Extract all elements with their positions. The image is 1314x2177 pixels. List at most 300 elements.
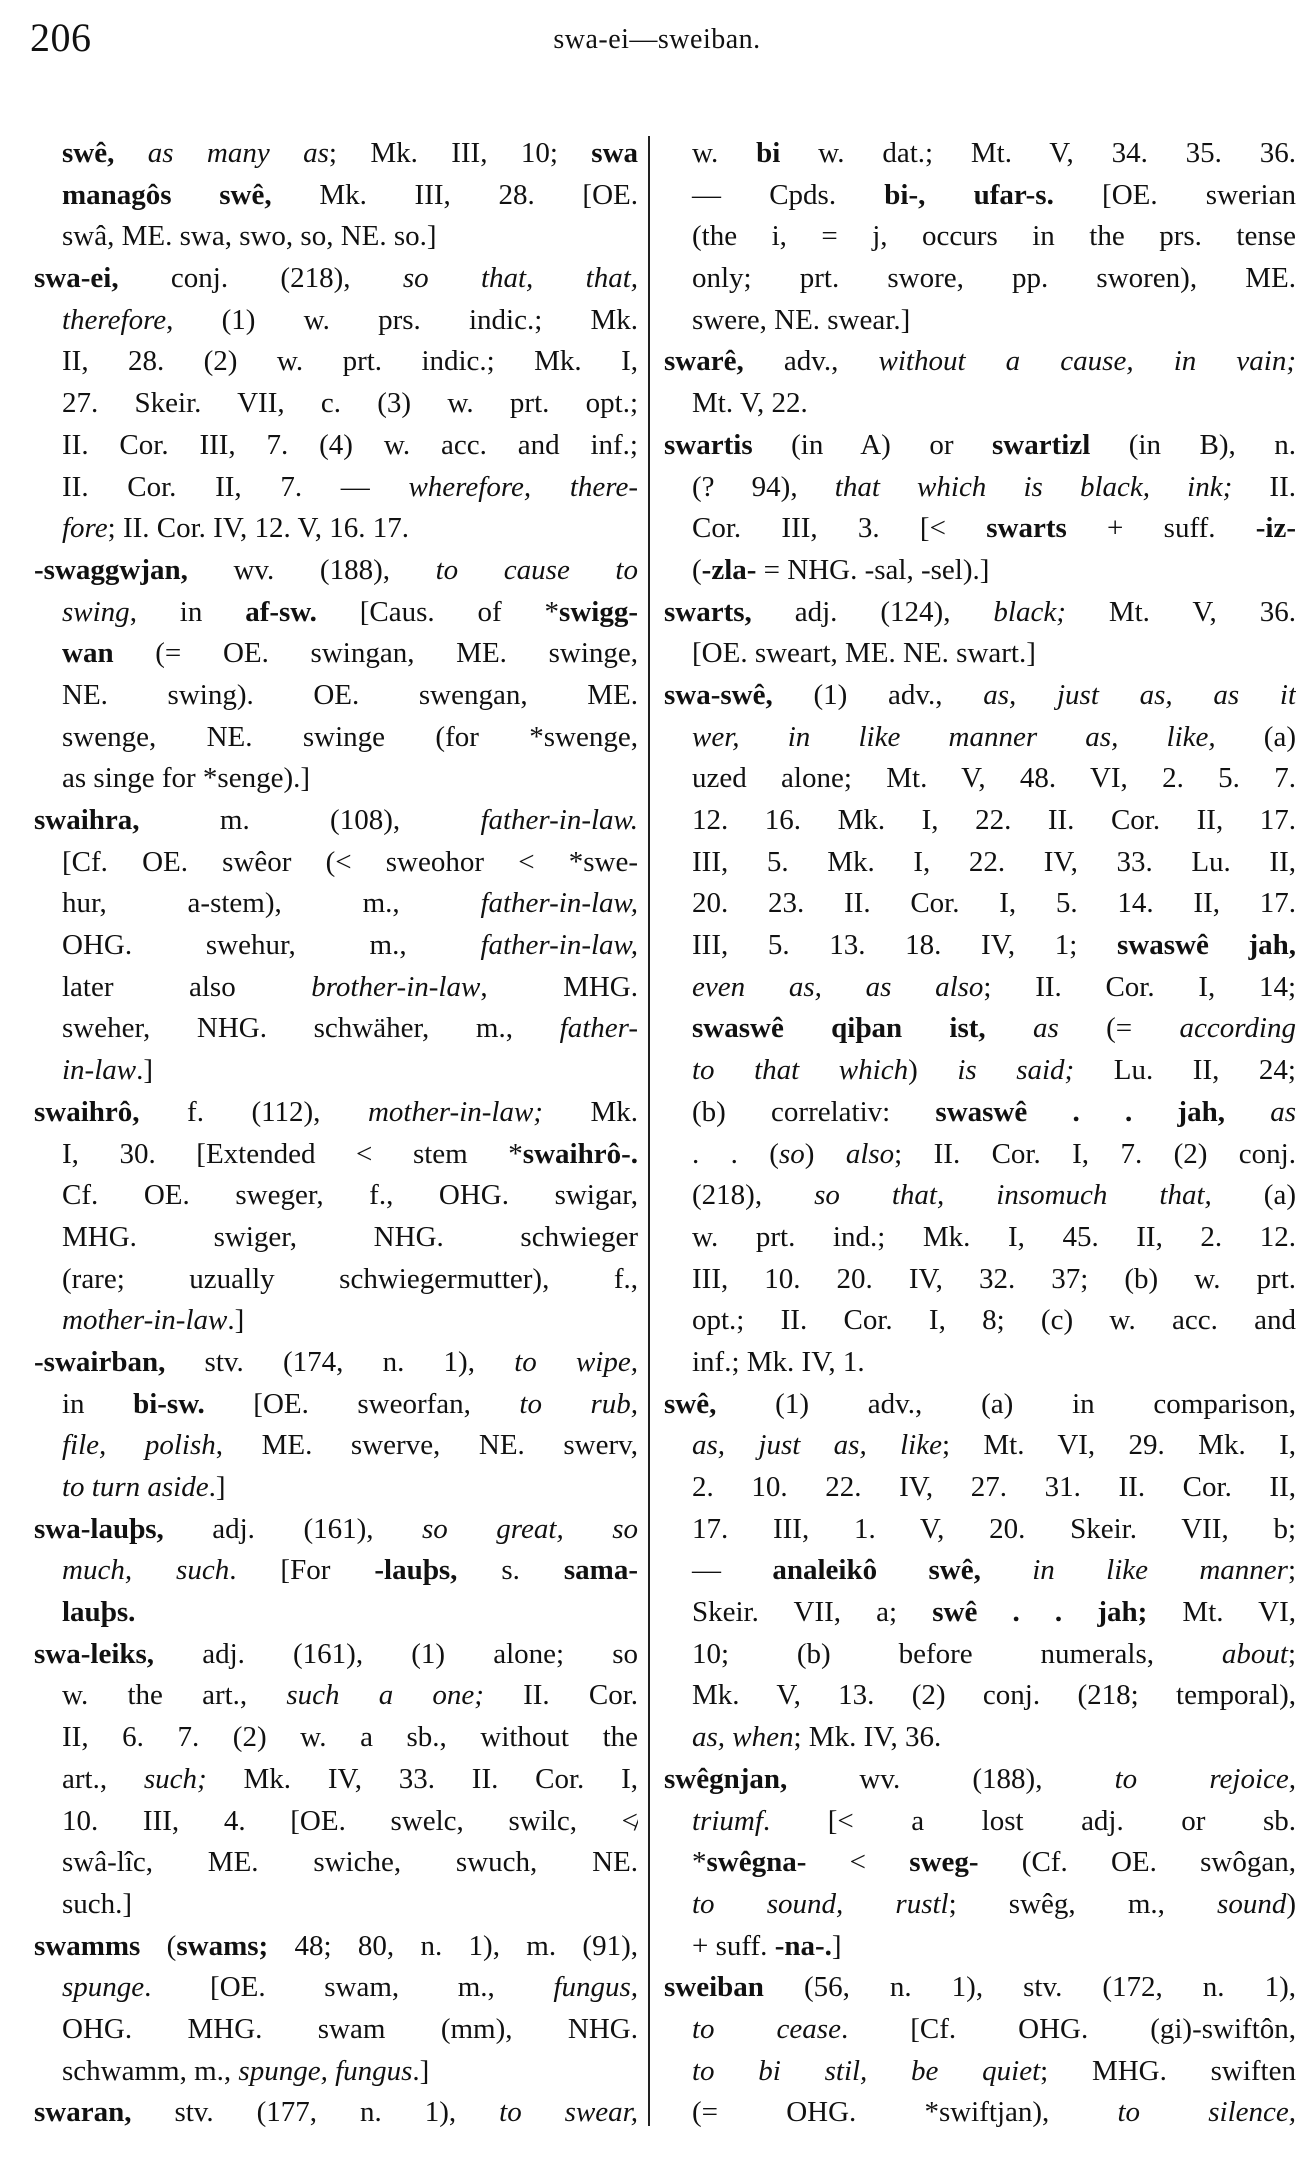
gloss: wer, in like manner as, like, <box>692 720 1216 753</box>
gloss: father-in-law, <box>480 929 638 962</box>
entry-text: later also <box>62 970 312 1003</box>
entry-text: ) <box>804 1137 846 1170</box>
gloss: according <box>1179 1012 1296 1045</box>
entry-line <box>664 1634 1296 1676</box>
entry-text: , ME. swerve, NE. swerv, <box>215 1429 638 1462</box>
gothic-term: swêgna- <box>706 1846 807 1879</box>
entry-line <box>34 2051 638 2093</box>
gloss: to that which <box>692 1054 909 1087</box>
entry-text: Mt. V, 36. <box>1065 595 1296 628</box>
entry-text: s. <box>457 1554 564 1587</box>
entry-headword-line <box>34 1509 638 1551</box>
entry-line <box>664 1217 1296 1259</box>
entry-text: ( <box>692 553 702 586</box>
entry-line <box>664 1175 1296 1217</box>
entry-text: 27. Skeir. VII, c. (3) w. prt. opt.; <box>62 387 638 420</box>
entry-line <box>664 1092 1296 1134</box>
gothic-term: bi-sw. <box>133 1387 205 1420</box>
gloss: fore <box>62 512 108 545</box>
entry-text: w. dat.; Mt. V, 34. 35. 36. <box>780 137 1296 169</box>
entry-text: adj. (161), (1) alone; so <box>154 1637 638 1670</box>
entry-text: . [OE. swam, m., <box>144 1971 554 2004</box>
entry-line <box>664 1842 1296 1884</box>
gothic-term: analeikô swê, <box>772 1554 981 1587</box>
entry-line <box>664 842 1296 884</box>
entry-text: II. Cor. III, 7. (4) w. acc. and inf.; <box>62 428 638 461</box>
gloss: spunge <box>62 1971 145 2004</box>
entry-line <box>664 1259 1296 1301</box>
gloss: so <box>778 1137 805 1170</box>
entry-line <box>664 1467 1296 1509</box>
entry-text: ; Mt. VI, 29. Mk. I, <box>941 1429 1296 1462</box>
gothic-term: -lauþs, <box>374 1554 458 1587</box>
entry-text: * <box>692 1846 707 1879</box>
gloss: is said; <box>957 1054 1075 1087</box>
entry-line <box>34 1967 638 2009</box>
entry-headword-line <box>34 1342 638 1384</box>
entry-text: ; swêg, m., <box>948 1887 1218 1920</box>
entry-line <box>34 1801 638 1843</box>
entry-line <box>34 300 638 342</box>
gothic-term: -swaggwjan, <box>34 553 188 586</box>
entry-line <box>34 1300 638 1342</box>
entry-text: III, 5. Mk. I, 22. IV, 33. Lu. II, <box>692 845 1296 878</box>
entry-line <box>664 717 1296 759</box>
gloss: as <box>1033 1012 1059 1045</box>
entry-line <box>34 1759 638 1801</box>
column-divider <box>648 136 650 2126</box>
entry-text: + suff. <box>692 1929 775 1962</box>
entry-headword-line <box>664 1967 1296 2009</box>
entry-line <box>664 1050 1296 1092</box>
gothic-term: swê . . jah; <box>932 1596 1148 1629</box>
entry-line <box>664 1509 1296 1551</box>
entry-headword-line <box>664 1759 1296 1801</box>
gothic-term: swartizl <box>992 428 1091 461</box>
entry-text: conj. (218), <box>118 262 403 295</box>
entry-text: w. <box>692 137 757 169</box>
entry-line <box>34 1842 638 1884</box>
entry-text: adj. (161), <box>163 1512 423 1545</box>
entry-line <box>34 1050 638 1092</box>
gloss: father-in-law, <box>480 887 638 920</box>
entry-text: stv. (177, n. 1), <box>131 2096 500 2129</box>
gothic-term: swarê, <box>664 345 744 378</box>
entry-text: (rare; uzually schwiegermutter), f., <box>62 1262 638 1295</box>
entry-line <box>664 216 1296 258</box>
gloss: spunge, fungus <box>238 2054 413 2087</box>
entry-text: only; prt. swore, pp. sworen), ME. <box>692 262 1296 295</box>
entry-line <box>664 2051 1296 2093</box>
entry-text: swâ, ME. swa, swo, so, NE. so.] <box>62 220 437 253</box>
gothic-term: swaihra, <box>34 804 140 836</box>
gloss: triumf <box>692 1804 763 1837</box>
gloss: to cause to <box>435 553 638 586</box>
entry-text <box>114 137 147 169</box>
entry-text: . . ( <box>692 1137 779 1170</box>
gothic-term: swarts, <box>664 595 752 628</box>
entry-text: + suff. <box>1066 512 1256 545</box>
entry-text: (1) adv., (a) in comparison, <box>716 1387 1296 1420</box>
entry-line <box>664 175 1296 217</box>
gothic-term: af-sw. <box>245 595 317 628</box>
entry-text: .] <box>412 2054 430 2087</box>
entry-line <box>664 2009 1296 2051</box>
gloss: brother-in-law <box>311 970 481 1003</box>
gothic-term: sama- <box>563 1554 638 1587</box>
gothic-term: swa <box>591 137 638 169</box>
entry-line <box>664 1926 1296 1968</box>
gloss: as <box>1270 1095 1296 1128</box>
entry-line <box>664 1550 1296 1592</box>
gothic-term: swaran, <box>34 2096 132 2129</box>
entry-text: Mt. V, 22. <box>692 387 808 420</box>
entry-text: . [< a lost adj. or sb. <box>762 1804 1296 1837</box>
entry-line <box>664 1134 1296 1176</box>
entry-line <box>34 467 638 509</box>
entry-line <box>664 967 1296 1009</box>
gloss: as, when <box>692 1721 794 1754</box>
entry-line <box>34 175 638 217</box>
gothic-term: swaswê qiþan ist, <box>692 1012 986 1045</box>
entry-line <box>34 758 638 800</box>
gloss: such; <box>143 1762 207 1795</box>
entry-line <box>664 758 1296 800</box>
entry-text: Mk. IV, 33. II. Cor. I, <box>206 1762 638 1795</box>
gothic-term: swaswê jah, <box>1116 929 1296 962</box>
entry-text: OHG. swehur, m., <box>62 929 481 962</box>
entry-text: sweher, NHG. schwäher, m., <box>62 1012 560 1045</box>
gothic-term: -na-. <box>774 1929 832 1962</box>
entry-text: swere, NE. swear.] <box>692 303 911 336</box>
gothic-term: swartis <box>664 428 753 461</box>
gloss: to sound, rustl <box>692 1887 949 1920</box>
entry-line <box>34 925 638 967</box>
entry-text: (= OHG. *swiftjan), <box>692 2096 1118 2129</box>
entry-text: 17. III, 1. V, 20. Skeir. VII, b; <box>692 1512 1296 1545</box>
gothic-term: swaswê . . jah, <box>935 1095 1225 1128</box>
gloss: to bi stil, be quiet <box>692 2054 1041 2087</box>
entry-text: 12. 16. Mk. I, 22. II. Cor. II, 17. <box>692 804 1296 836</box>
entry-text: , (1) w. prs. indic.; Mk. <box>166 303 638 336</box>
gloss: to wipe, <box>514 1345 638 1378</box>
entry-line <box>34 383 638 425</box>
entry-text: . [Cf. OHG. (gi)-swiftôn, <box>840 2012 1296 2045</box>
gloss: black; <box>993 595 1066 628</box>
entry-line <box>34 967 638 1009</box>
page-number: 206 <box>30 15 92 60</box>
entry-text: Cf. OE. sweger, f., OHG. swigar, <box>62 1179 638 1212</box>
entry-line <box>34 1592 638 1634</box>
gloss: even as, as also <box>692 970 984 1003</box>
entry-text: 10; (b) before numerals, <box>692 1637 1222 1670</box>
gloss: to silence, <box>1117 2096 1296 2129</box>
entry-line <box>664 1425 1296 1467</box>
right-column <box>664 133 1296 2134</box>
entry-text: (the i, = j, occurs in the prs. tense <box>692 220 1296 253</box>
entry-text: [OE. swerian <box>1053 178 1296 211</box>
entry-text: ; <box>1287 1637 1296 1670</box>
gloss: wherefore, there- <box>408 470 638 503</box>
entry-text: [Cf. OE. swêor (< sweohor < *swe- <box>62 845 638 878</box>
entry-text: .] <box>136 1054 154 1087</box>
entry-text: (a) <box>1215 720 1296 753</box>
entry-text: f. (112), <box>139 1095 368 1128</box>
left-column <box>34 133 638 2134</box>
gloss: in-law <box>62 1054 137 1087</box>
entry-headword-line <box>34 800 638 842</box>
entry-headword-line <box>34 1092 638 1134</box>
entry-line <box>34 425 638 467</box>
entry-text: Skeir. VII, a; <box>692 1596 933 1629</box>
gothic-term: swa-leiks, <box>34 1637 155 1670</box>
gloss: therefore <box>62 303 167 336</box>
entry-line <box>664 2092 1296 2134</box>
gloss: as, just as, as it <box>983 678 1296 711</box>
entry-text: II. <box>1232 470 1296 503</box>
gothic-term: swamms <box>34 1929 141 1962</box>
entry-headword-line <box>34 1634 638 1676</box>
entry-text: NE. swing). OE. swengan, ME. <box>62 678 638 711</box>
entry-line <box>34 883 638 925</box>
gothic-term: swê, <box>664 1387 717 1420</box>
entry-line <box>664 133 1296 175</box>
gothic-term: swêgnjan, <box>664 1762 788 1795</box>
entry-line <box>664 550 1296 592</box>
entry-line <box>34 1467 638 1509</box>
gothic-term: -zla- <box>701 553 757 586</box>
entry-line <box>34 1259 638 1301</box>
entry-text: m. (108), <box>139 804 481 836</box>
gloss: so that, that, <box>402 262 638 295</box>
entry-text: OHG. MHG. swam (mm), NHG. <box>62 2012 638 2045</box>
entry-text <box>1225 1096 1270 1128</box>
entry-text: ) <box>908 1054 958 1087</box>
entry-text: (in A) or <box>752 428 993 461</box>
entry-line <box>664 1008 1296 1050</box>
entry-line <box>34 842 638 884</box>
gothic-term: lauþs. <box>62 1596 136 1629</box>
gloss: in like manner <box>1032 1554 1288 1587</box>
gothic-term: bi <box>756 137 781 169</box>
entry-text: 20. 23. II. Cor. I, 5. 14. II, 17. <box>692 887 1296 920</box>
entry-text: ) <box>1286 1887 1296 1920</box>
gloss: father-in-law. <box>480 804 638 836</box>
entry-text: .] <box>208 1471 226 1503</box>
entry-line <box>664 633 1296 675</box>
entry-text: (= <box>1058 1012 1180 1045</box>
entry-text: 2. 10. 22. IV, 27. 31. II. Cor. II, <box>692 1471 1296 1503</box>
gothic-term: swê, <box>62 137 115 169</box>
gloss: mother-in-law <box>62 1304 228 1337</box>
entry-text: art., <box>62 1762 144 1795</box>
entry-text: (a) <box>1211 1179 1296 1212</box>
entry-text: ; II. Cor. I, 7. (2) conj. <box>894 1137 1296 1170</box>
entry-line <box>664 1300 1296 1342</box>
entry-text: (b) correlativ: <box>692 1095 936 1128</box>
gothic-term: managôs swê, <box>62 178 272 211</box>
entry-text: ; Mk. III, 10; <box>328 137 592 169</box>
entry-line <box>34 1550 638 1592</box>
entry-text: swâ-lîc, ME. swiche, swuch, NE. <box>62 1846 638 1879</box>
entry-text: Mk. III, 28. [OE. <box>271 178 638 211</box>
entry-text: , MHG. <box>480 970 638 1003</box>
gloss: so great, so <box>422 1512 638 1545</box>
entry-text: uzed alone; Mt. V, 48. VI, 2. 5. 7. <box>692 762 1296 795</box>
gloss: sound <box>1217 1887 1287 1920</box>
gloss: to cease <box>692 2012 841 2045</box>
entry-text: (in B), n. <box>1090 428 1296 461</box>
entry-text <box>981 1554 1032 1586</box>
gothic-term: swarts <box>986 512 1067 545</box>
entry-text: [OE. sweorfan, <box>204 1387 520 1420</box>
entry-text: = NHG. -sal, -sel).] <box>756 553 990 586</box>
entry-line <box>34 1217 638 1259</box>
gothic-term: swa-lauþs, <box>34 1512 164 1545</box>
entry-line <box>34 1717 638 1759</box>
entry-headword-line <box>664 592 1296 634</box>
entry-line <box>664 508 1296 550</box>
entry-text: Mt. VI, <box>1147 1596 1296 1629</box>
entry-text: stv. (174, n. 1), <box>165 1345 515 1378</box>
entry-text: II. Cor. <box>483 1679 638 1712</box>
gloss: much, such <box>62 1554 230 1587</box>
entry-line <box>664 1884 1296 1926</box>
gothic-term: wan <box>62 637 114 670</box>
entry-line <box>34 1675 638 1717</box>
entry-text: wv. (188), <box>187 553 436 586</box>
entry-line <box>664 258 1296 300</box>
entry-line <box>664 467 1296 509</box>
entry-text: — <box>692 1554 773 1587</box>
entry-headword-line <box>34 2092 638 2134</box>
entry-headword-line <box>664 425 1296 467</box>
entry-line <box>34 633 638 675</box>
entry-text: adv., <box>743 345 879 378</box>
entry-line <box>664 1592 1296 1634</box>
entry-text: — Cpds. <box>692 178 885 211</box>
gloss: to rub, <box>519 1387 638 1420</box>
entry-line <box>34 2009 638 2051</box>
gloss: about <box>1221 1637 1288 1670</box>
gothic-term: swa-swê, <box>664 678 773 711</box>
entry-line <box>34 1384 638 1426</box>
entry-line <box>664 925 1296 967</box>
gothic-term: swams; <box>176 1929 269 1962</box>
entry-text: II, 28. (2) w. prt. indic.; Mk. I, <box>62 345 638 378</box>
entry-text: (218), <box>692 1179 815 1212</box>
gloss: father- <box>559 1012 638 1045</box>
entry-text: inf.; Mk. IV, 1. <box>692 1345 865 1378</box>
entry-text: ; <box>1287 1554 1296 1587</box>
entry-text: II. Cor. II, 7. — <box>62 470 409 503</box>
entry-line <box>34 1008 638 1050</box>
entry-line <box>34 592 638 634</box>
entry-text: Mk. V, 13. (2) conj. (218; temporal), <box>692 1679 1296 1712</box>
entry-line <box>664 1675 1296 1717</box>
gloss: as, just as, like <box>692 1429 942 1462</box>
gothic-term: swaihrô, <box>34 1095 140 1128</box>
entry-text: swenge, NE. swinge (for *swenge, <box>62 720 638 753</box>
entry-text: (Cf. OE. swôgan, <box>978 1846 1296 1879</box>
entry-line <box>34 341 638 383</box>
entry-text: .] <box>227 1304 245 1337</box>
entry-text: [Caus. of * <box>316 595 560 628</box>
entry-text: in <box>62 1387 134 1420</box>
gloss: to rejoice, <box>1114 1762 1296 1795</box>
entry-line <box>34 216 638 258</box>
entry-text: (1) adv., <box>772 678 984 711</box>
gothic-term: -iz- <box>1255 512 1296 545</box>
entry-text: wv. (188), <box>787 1762 1115 1795</box>
entry-text: adj. (124), <box>751 595 994 628</box>
entry-line <box>664 883 1296 925</box>
entry-text: ( <box>140 1929 177 1962</box>
entry-line <box>34 1175 638 1217</box>
entry-text: < <box>806 1846 910 1879</box>
gloss: such a one; <box>286 1679 484 1712</box>
entry-text: w. prt. ind.; Mk. I, 45. II, 2. 12. <box>692 1220 1296 1253</box>
entry-line <box>34 717 638 759</box>
entry-line <box>34 508 638 550</box>
entry-text: ] <box>831 1929 842 1962</box>
entry-text: 10. III, 4. [OE. swelc, swilc, ≮ <box>62 1804 638 1837</box>
gothic-term: swa-ei, <box>34 262 119 295</box>
entry-text: III, 10. 20. IV, 32. 37; (b) w. prt. <box>692 1262 1296 1295</box>
gloss: that which is black, ink; <box>834 470 1233 503</box>
gloss: file, polish <box>62 1429 216 1462</box>
entry-text: [OE. sweart, ME. NE. swart.] <box>692 637 1036 670</box>
entry-text: w. the art., <box>62 1679 287 1712</box>
entry-line <box>34 133 638 175</box>
entry-text: as singe for *senge).] <box>62 762 311 795</box>
gloss: to turn aside <box>62 1471 209 1503</box>
gloss: also <box>845 1137 895 1170</box>
gloss: so that, insomuch that, <box>814 1179 1212 1212</box>
entry-text: hur, a-stem), m., <box>62 887 481 920</box>
gloss: as many as <box>147 137 329 169</box>
entry-text: II, 6. 7. (2) w. a sb., without the <box>62 1721 638 1754</box>
entry-text: Mk. <box>542 1095 638 1128</box>
entry-text: ; II. Cor. IV, 12. V, 16. 17. <box>107 512 409 545</box>
gothic-term: swaihrô-. <box>522 1137 638 1170</box>
gothic-term: sweg- <box>909 1846 979 1879</box>
entry-line <box>34 1134 638 1176</box>
entry-text: ; Mk. IV, 36. <box>793 1721 942 1754</box>
entry-line <box>664 800 1296 842</box>
running-head: swa-ei—sweiban. <box>553 24 761 55</box>
entry-line <box>34 1425 638 1467</box>
entry-line <box>34 1884 638 1926</box>
entry-line <box>664 1717 1296 1759</box>
entry-line <box>664 300 1296 342</box>
entry-text: Lu. II, 24; <box>1074 1054 1296 1087</box>
entry-text: such.] <box>62 1887 133 1920</box>
entry-line <box>664 1342 1296 1384</box>
gothic-term: bi-, ufar-s. <box>884 178 1054 211</box>
entry-text: (? 94), <box>692 470 835 503</box>
entry-headword-line <box>34 550 638 592</box>
entry-text: ; MHG. swiften <box>1040 2054 1296 2087</box>
entry-text: Cor. III, 3. [< <box>692 512 987 545</box>
entry-line <box>664 1801 1296 1843</box>
entry-headword-line <box>664 675 1296 717</box>
entry-text: opt.; II. Cor. I, 8; (c) w. acc. and <box>692 1304 1296 1337</box>
gloss: to swear, <box>499 2096 638 2129</box>
gloss: mother-in-law; <box>367 1095 543 1128</box>
entry-text: . [For <box>229 1554 375 1587</box>
entry-line <box>664 383 1296 425</box>
